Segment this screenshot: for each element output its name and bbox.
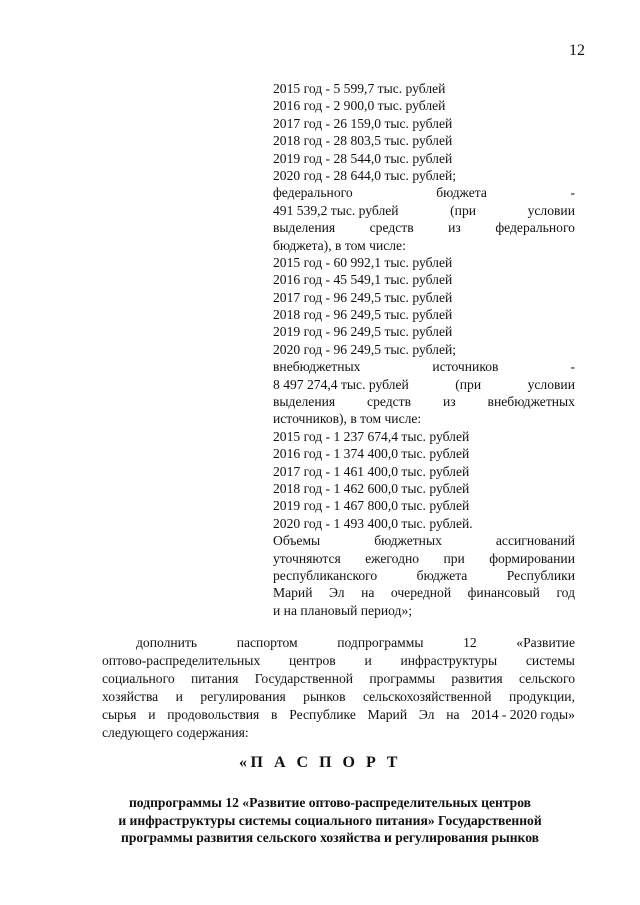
- funding-note-line: [273, 584, 575, 601]
- extra-budget-header: [273, 358, 575, 375]
- word: программы: [369, 671, 435, 686]
- word: республиканского: [273, 567, 378, 583]
- word: Марий: [367, 707, 408, 722]
- word: хозяйства: [102, 689, 159, 704]
- word: Марий: [273, 585, 313, 601]
- extra-budget-condition-end: источников), в том числе:: [273, 411, 422, 427]
- funding-note-line: [273, 532, 575, 549]
- word: и: [364, 653, 372, 668]
- word: год: [556, 585, 575, 601]
- word: 8 497 274,4 тыс. рублей: [273, 376, 409, 392]
- word: на: [361, 585, 375, 601]
- republic-budget-year-line: 2017 год - 26 159,0 тыс. рублей: [273, 115, 453, 131]
- word: социального: [102, 671, 175, 686]
- paragraph-line-end: следующего содержания:: [102, 725, 249, 740]
- republic-budget-year-line: 2015 год - 5 599,7 тыс. рублей: [273, 81, 446, 96]
- word: в: [271, 707, 278, 722]
- word: Эл: [418, 707, 435, 722]
- word: оптово-распределительных: [102, 653, 261, 668]
- word: питания: [190, 671, 239, 686]
- word: Республики: [506, 567, 575, 583]
- federal-budget-condition-end: бюджета), в том числе:: [273, 237, 406, 253]
- word: бюджетных: [374, 533, 442, 549]
- word: уточняются: [273, 550, 341, 566]
- subtitle-line: подпрограммы 12 «Развитие оптово-распределительных центров: [128, 795, 532, 810]
- word: сырья: [102, 707, 137, 722]
- word: рынков: [303, 689, 346, 704]
- republic-budget-year-line: 2016 год - 2 900,0 тыс. рублей: [273, 98, 446, 114]
- extra-budget-year-line: 2017 год - 1 461 400,0 тыс. рублей: [273, 463, 470, 479]
- word: подпрограммы: [337, 635, 424, 650]
- word: бюджета: [416, 567, 468, 583]
- passport-title: «П А С П О Р Т: [239, 754, 401, 771]
- extra-budget-year-line: 2020 год - 1 493 400,0 тыс. рублей.: [273, 515, 473, 531]
- word: и: [175, 689, 183, 704]
- word: на: [446, 707, 460, 722]
- word: -: [570, 185, 575, 201]
- paragraph-line: [102, 634, 575, 652]
- word: из: [442, 394, 456, 410]
- federal-budget-year-line: 2020 год - 96 249,5 тыс. рублей;: [273, 341, 457, 357]
- federal-budget-condition: [273, 219, 575, 236]
- word: федерального: [273, 185, 353, 201]
- federal-budget-year-line: 2017 год - 96 249,5 тыс. рублей: [273, 289, 453, 305]
- word: выделения: [273, 394, 336, 410]
- extra-budget-year-line: 2018 год - 1 462 600,0 тыс. рублей: [273, 480, 470, 496]
- republic-budget-year-line: 2020 год - 28 644,0 тыс. рублей;: [273, 167, 457, 183]
- word: 2014 - 2020 годы»: [471, 707, 575, 722]
- word: из: [448, 220, 461, 236]
- extra-budget-year-line: 2015 год - 1 237 674,4 тыс. рублей: [273, 428, 470, 444]
- word: инфраструктуры: [400, 653, 498, 668]
- word: продукции,: [508, 689, 575, 704]
- word: (при: [450, 202, 477, 218]
- federal-budget-year-line: 2016 год - 45 549,1 тыс. рублей: [273, 272, 453, 288]
- word: сельскохозяйственной: [362, 689, 492, 704]
- word: Эл: [328, 585, 345, 601]
- word: внебюджетных: [487, 394, 575, 410]
- federal-budget-year-line: 2018 год - 96 249,5 тыс. рублей: [273, 307, 453, 323]
- word: Республике: [289, 707, 356, 722]
- word: центров: [289, 653, 336, 668]
- extra-budget-total: [273, 376, 575, 393]
- word: условии: [527, 202, 575, 218]
- word: Государственной: [254, 671, 354, 686]
- paragraph-line: [102, 706, 575, 724]
- word: ежегодно: [365, 550, 420, 566]
- word: «Развитие: [516, 635, 575, 650]
- extra-budget-year-line: 2016 год - 1 374 400,0 тыс. рублей: [273, 446, 470, 462]
- word: финансовый: [467, 585, 540, 601]
- federal-budget-year-line: 2019 год - 96 249,5 тыс. рублей: [273, 324, 453, 340]
- paragraph-line: [102, 652, 575, 670]
- subtitle-line: и инфраструктуры системы социального питания» Государственной: [118, 812, 542, 828]
- word: очередной: [390, 585, 452, 601]
- word: паспортом: [236, 635, 298, 650]
- extra-budget-year-line: 2019 год - 1 467 800,0 тыс. рублей: [273, 498, 470, 514]
- funding-block: [273, 80, 575, 619]
- word: регулирования: [200, 689, 286, 704]
- amendment-paragraph: [102, 634, 575, 742]
- subprogram-subtitle: [80, 794, 580, 847]
- federal-budget-total: [273, 202, 575, 219]
- word: условии: [527, 376, 575, 392]
- word: ассигнований: [495, 533, 575, 549]
- word: формировании: [489, 550, 575, 566]
- page-number: 12: [569, 42, 585, 59]
- republic-budget-year-line: 2018 год - 28 803,5 тыс. рублей: [273, 133, 453, 149]
- word: развития: [451, 671, 503, 686]
- federal-budget-year-line: 2015 год - 60 992,1 тыс. рублей: [273, 254, 453, 270]
- word: системы: [525, 653, 575, 668]
- funding-note-line-end: и на плановый период»;: [273, 602, 413, 618]
- word: 491 539,2 тыс. рублей: [273, 202, 399, 218]
- word: и: [148, 707, 156, 722]
- word: -: [570, 359, 575, 375]
- word: выделения: [273, 220, 336, 236]
- extra-budget-condition: [273, 393, 575, 410]
- paragraph-line: [102, 670, 575, 688]
- federal-budget-header: [273, 184, 575, 201]
- word: федерального: [495, 220, 575, 236]
- word: средств: [369, 220, 414, 236]
- word: бюджета: [436, 185, 487, 201]
- paragraph-line: [102, 688, 575, 706]
- word: средств: [367, 394, 412, 410]
- word: продовольствия: [167, 707, 260, 722]
- word: Объемы: [273, 533, 321, 549]
- funding-note-line: [273, 550, 575, 567]
- word: внебюджетных: [273, 359, 361, 375]
- republic-budget-year-line: 2019 год - 28 544,0 тыс. рублей: [273, 150, 453, 166]
- word: дополнить: [136, 635, 198, 650]
- funding-note-line: [273, 567, 575, 584]
- word: источников: [432, 359, 499, 375]
- word: (при: [455, 376, 482, 392]
- word: при: [443, 550, 465, 566]
- subtitle-line: программы развития сельского хозяйства и регулирования рынков: [121, 830, 539, 846]
- word: 12: [463, 635, 477, 650]
- word: сельского: [519, 671, 575, 686]
